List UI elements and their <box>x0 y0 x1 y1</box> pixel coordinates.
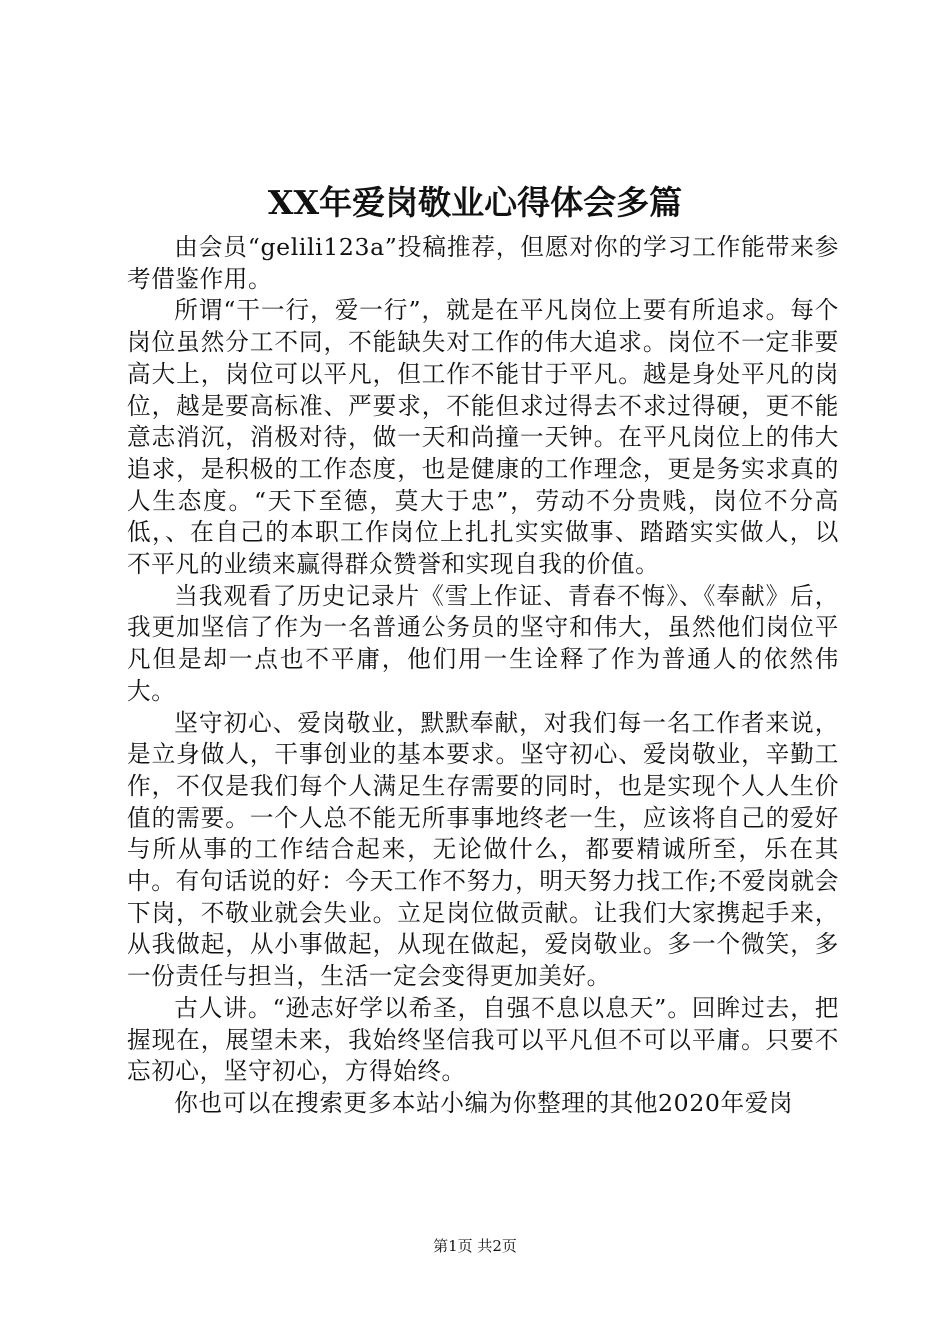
document-body <box>127 232 839 1120</box>
paragraph-more-articles: 你也可以在搜索更多本站小编为你整理的其他2020年爱岗 <box>174 1088 794 1117</box>
paragraph-documentary: 当我观看了历史记录片《雪上作证、青春不悔》、《奉献》后，我更加坚信了作为一名普通公务员的坚守和伟大，虽然他们岗位平凡但是却一点也不平庸，他们用一生诠释了作为普通人的依然伟大。 <box>127 581 839 705</box>
paragraph-original-aspiration: 坚守初心、爱岗敬业，默默奉献，对我们每一名工作者来说，是立身做人，干事创业的基本要求。坚守初心、爱岗敬业，辛勤工作，不仅是我们每个人满足生存需要的同时，也是实现个人人生价值的需要。一个人总不能无所事事地终老一生，应该将自己的爱好与所从事的工作结合起来，无论做什么，都要精诚所至，乐在其中。有句话说的好：今天工作不努力，明天努力找工作;不爱岗就会下岗，不敬业就会失业。立足岗位做贡献。让我们大家携起手来，从我做起，从小事做起，从现在做起，爱岗敬业。多一个微笑，多一份责任与担当，生活一定会变得更加美好。 <box>127 708 839 991</box>
document-title: XX年爱岗敬业心得体会多篇 <box>267 183 683 222</box>
paragraph-love-job: 所谓“干一行，爱一行”，就是在平凡岗位上要有所追求。每个岗位虽然分工不同，不能缺失对工作的伟大追求。岗位不一定非要高大上，岗位可以平凡，但工作不能甘于平凡。越是身处平凡的岗位，越是要高标准、严要求，不能但求过得去不求过得硬，更不能意志消沉，消极对待，做一天和尚撞一天钟。在平凡岗位上的伟大追求，是积极的工作态度，也是健康的工作理念，更是务实求真的人生态度。“天下至德，莫大于忠”，劳动不分贵贱，岗位不分高低，、在自己的本职工作岗位上扎扎实实做事、踏踏实实做人，以不平凡的业绩来赢得群众赞誉和实现自我的价值。 <box>127 296 839 579</box>
paragraph-source-note: 由会员“gelili123a”投稿推荐，但愿对你的学习工作能带来参考借鉴作用。 <box>127 233 839 293</box>
page-number-footer: 第1页 共2页 <box>433 1237 517 1255</box>
paragraph-ancient-saying: 古人讲。“逊志好学以希圣，自强不息以息天”。回眸过去，把握现在，展望未来，我始终坚信我可以平凡但不可以平庸。只要不忘初心，坚守初心，方得始终。 <box>127 993 839 1086</box>
